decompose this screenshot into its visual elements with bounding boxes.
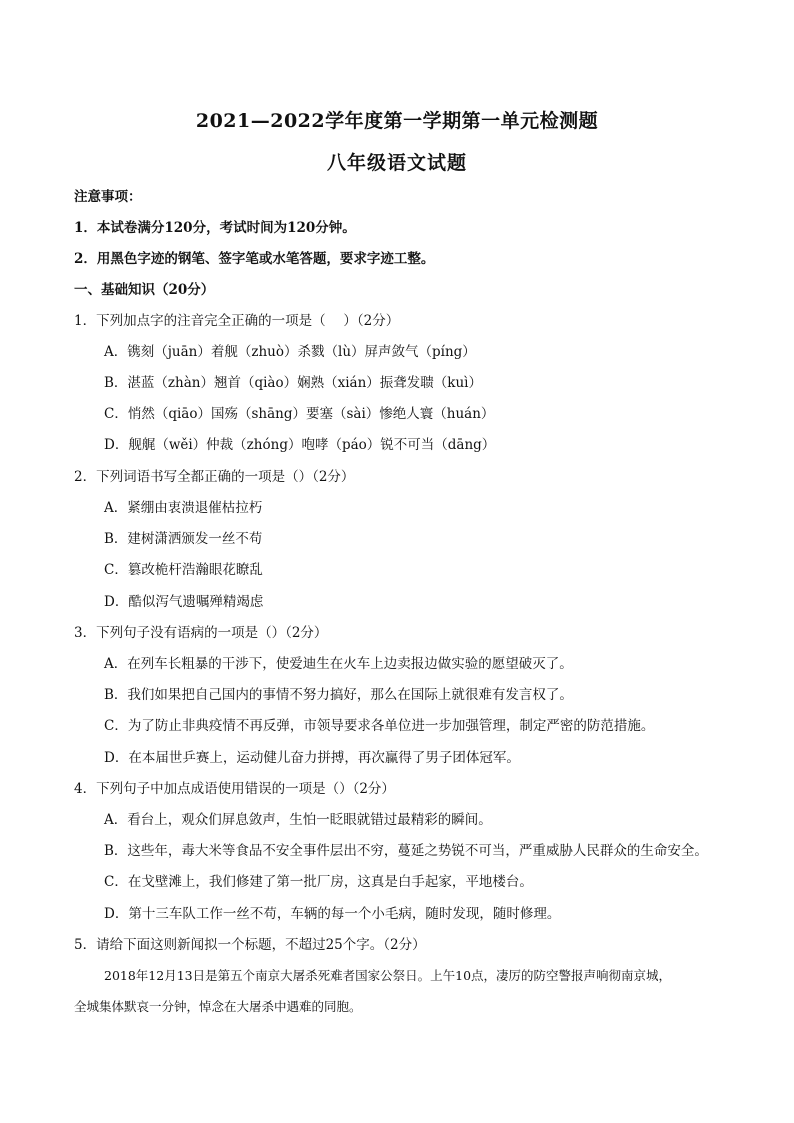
question-option: D．舰艉（wěi）仲裁（zhóng）咆哮（páo）锐不可当（dāng） [104,437,496,453]
question-option: B．湛蓝（zhàn）翘首（qiào）娴熟（xián）振聋发聩（kuì） [104,375,482,391]
question-option: A．看台上，观众们屏息敛声，生怕一眨眼就错过最精彩的瞬间。 [104,812,492,828]
notice-item: 1．本试卷满分120分，考试时间为120分钟。 [74,220,356,236]
question-option: C．篡改桅杆浩瀚眼花瞭乱 [104,562,263,578]
question-option: B．这些年，毒大米等食品不安全事件层出不穷，蔓延之势锐不可当，严重威胁人民群众的生命安全。 [104,843,708,859]
question-option: C．为了防止非典疫情不再反弹，市领导要求各单位进一步加强管理，制定严密的防范措施。 [104,718,655,734]
notice-heading: 注意事项： [74,189,142,205]
question-option: C．悄然（qiāo）国殇（shāng）要塞（sài）惨绝人寰（huán） [104,406,495,422]
question-stem: 5．请给下面这则新闻拟一个标题，不超过25个字。（2分） [74,937,426,953]
news-passage-line: 全城集体默哀一分钟，悼念在大屠杀中遇难的同胞。 [74,999,362,1014]
question-option: D．第十三车队工作一丝不苟，车辆的每一个小毛病，随时发现，随时修理。 [104,906,561,922]
exam-title: 2021—2022学年度第一学期第一单元检测题 [195,110,599,132]
question-option: A．紧绷由衷溃退催枯拉朽 [104,500,263,516]
question-option: A．镌刻（juān）着舰（zhuò）杀戮（lù）屏声敛气（píng） [104,344,476,360]
question-stem: 2．下列词语书写全都正确的一项是（）（2分） [74,469,355,485]
question-option: D．在本届世乒赛上，运动健儿奋力拼搏，再次赢得了男子团体冠军。 [104,750,520,766]
question-option: B．建树潇洒颁发一丝不苟 [104,531,263,547]
notice-item: 2．用黑色字迹的钢笔、签字笔或水笔答题，要求字迹工整。 [74,251,435,267]
question-option: C．在戈壁滩上，我们修建了第一批厂房，这真是白手起家，平地楼台。 [104,874,533,890]
exam-subtitle: 八年级语文试题 [326,152,467,174]
question-stem: 4．下列句子中加点成语使用错误的一项是（）（2分） [74,781,395,797]
question-stem: 3．下列句子没有语病的一项是（）（2分） [74,625,328,641]
question-option: D．酷似泻气遗嘱殚精竭虑 [104,594,264,610]
question-option: A．在列车长粗暴的干涉下，使爱迪生在火车上边卖报边做实验的愿望破灭了。 [104,656,573,672]
news-passage-line: 2018年12月13日是第五个南京大屠杀死难者国家公祭日。上午10点，凄厉的防空警报声响彻南京城， [104,968,672,983]
question-stem: 1．下列加点字的注音完全正确的一项是（ ）（2分） [74,313,400,329]
section-heading: 一、基础知识（20分） [74,282,215,298]
question-option: B．我们如果把自己国内的事情不努力搞好，那么在国际上就很难有发言权了。 [104,687,573,703]
